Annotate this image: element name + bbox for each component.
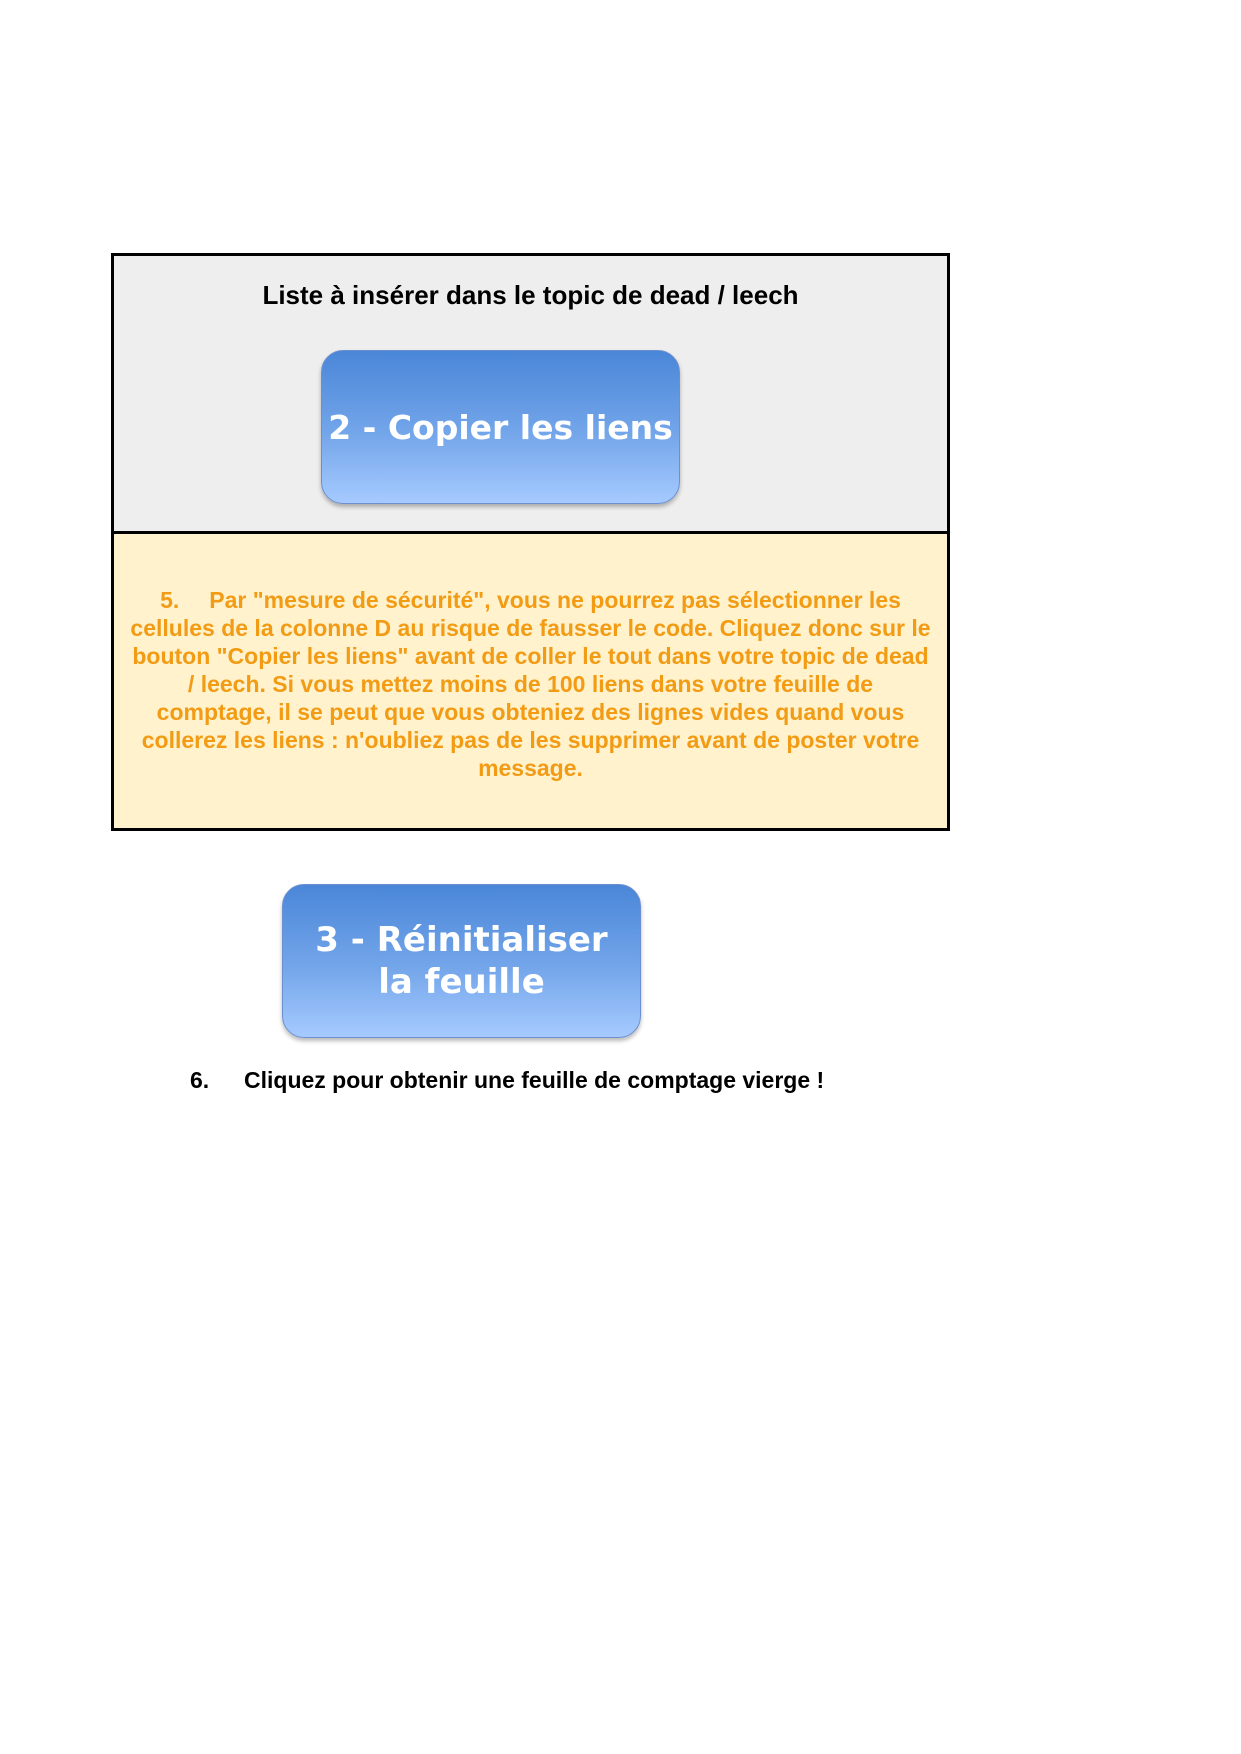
reset-sheet-button[interactable]: 3 - Réinitialiser la feuille xyxy=(282,884,641,1038)
warning-note xyxy=(128,586,933,782)
reset-instruction xyxy=(190,1067,824,1094)
step-number: 6. xyxy=(190,1067,210,1093)
warning-number: 5. xyxy=(160,587,180,613)
warning-text: Par "mesure de sécurité", vous ne pourrez pas sélectionner les cellules de la colonne D au risque de fausser le code. Cliquez donc sur le bouton "Copier les liens" avant de coller le tout dans votre topic de dead / leech. Si vous mettez moins de 100 liens dans votre feuille de comptage, il se peut que vous obteniez des lignes vides quand vous collerez les liens : n'oubliez pas de les supprimer avant de poster votre message. xyxy=(130,587,931,781)
copy-links-button[interactable]: 2 - Copier les liens xyxy=(321,350,680,504)
warning-section xyxy=(114,534,947,828)
links-panel xyxy=(111,253,950,831)
panel-title: Liste à insérer dans le topic de dead / leech xyxy=(262,280,799,310)
step-text: Cliquez pour obtenir une feuille de comptage vierge ! xyxy=(244,1067,825,1093)
panel-header-section xyxy=(114,256,947,534)
